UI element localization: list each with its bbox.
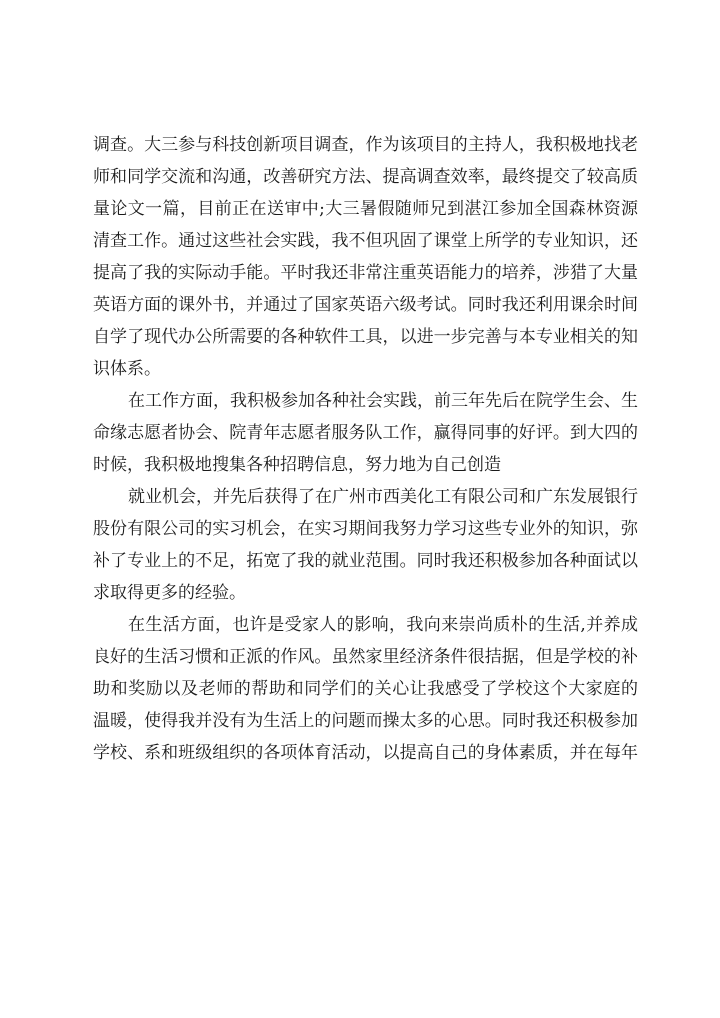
text-line: 英语方面的课外书，并通过了国家英语六级考试。同时我还利用课余时间 bbox=[93, 295, 638, 315]
text-line: 良好的生活习惯和正派的作风。虽然家里经济条件很拮据，但是学校的补 bbox=[93, 647, 638, 667]
text-line: 学校、系和班级组织的各项体育活动，以提高自己的身体素质，并在每年 bbox=[93, 743, 638, 763]
text-line: 在工作方面，我积极参加各种社会实践，前三年先后在院学生会、生 bbox=[128, 391, 638, 411]
text-line: 助和奖励以及老师的帮助和同学们的关心让我感受了学校这个大家庭的 bbox=[93, 679, 638, 699]
text-line: 量论文一篇，目前正在送审中;大三暑假随师兄到湛江参加全国森林资源 bbox=[93, 199, 638, 219]
text-line: 提高了我的实际动手能。平时我还非常注重英语能力的培养，涉猎了大量 bbox=[93, 263, 638, 283]
text-line: 清查工作。通过这些社会实践，我不但巩固了课堂上所学的专业知识，还 bbox=[93, 231, 638, 251]
text-line: 股份有限公司的实习机会，在实习期间我努力学习这些专业外的知识，弥 bbox=[93, 519, 638, 539]
text-line: 调查。大三参与科技创新项目调查，作为该项目的主持人，我积极地找老 bbox=[93, 135, 638, 155]
text-line: 时候，我积极地搜集各种招聘信息，努力地为自己创造 bbox=[93, 455, 501, 475]
text-line: 求取得更多的经验。 bbox=[93, 583, 246, 603]
document-body bbox=[93, 129, 638, 769]
text-line: 补了专业上的不足，拓宽了我的就业范围。同时我还积极参加各种面试以 bbox=[93, 551, 638, 571]
text-line: 命缘志愿者协会、院青年志愿者服务队工作，赢得同事的好评。到大四的 bbox=[93, 423, 638, 443]
text-line: 自学了现代办公所需要的各种软件工具，以进一步完善与本专业相关的知 bbox=[93, 327, 638, 347]
text-line: 就业机会，并先后获得了在广州市西美化工有限公司和广东发展银行 bbox=[128, 487, 638, 507]
text-line: 在生活方面，也许是受家人的影响，我向来崇尚质朴的生活,并养成 bbox=[128, 615, 638, 635]
text-line: 识体系。 bbox=[93, 359, 161, 379]
text-line: 师和同学交流和沟通，改善研究方法、提高调查效率，最终提交了较高质 bbox=[93, 167, 638, 187]
text-line: 温暖，使得我并没有为生活上的问题而操太多的心思。同时我还积极参加 bbox=[93, 711, 638, 731]
